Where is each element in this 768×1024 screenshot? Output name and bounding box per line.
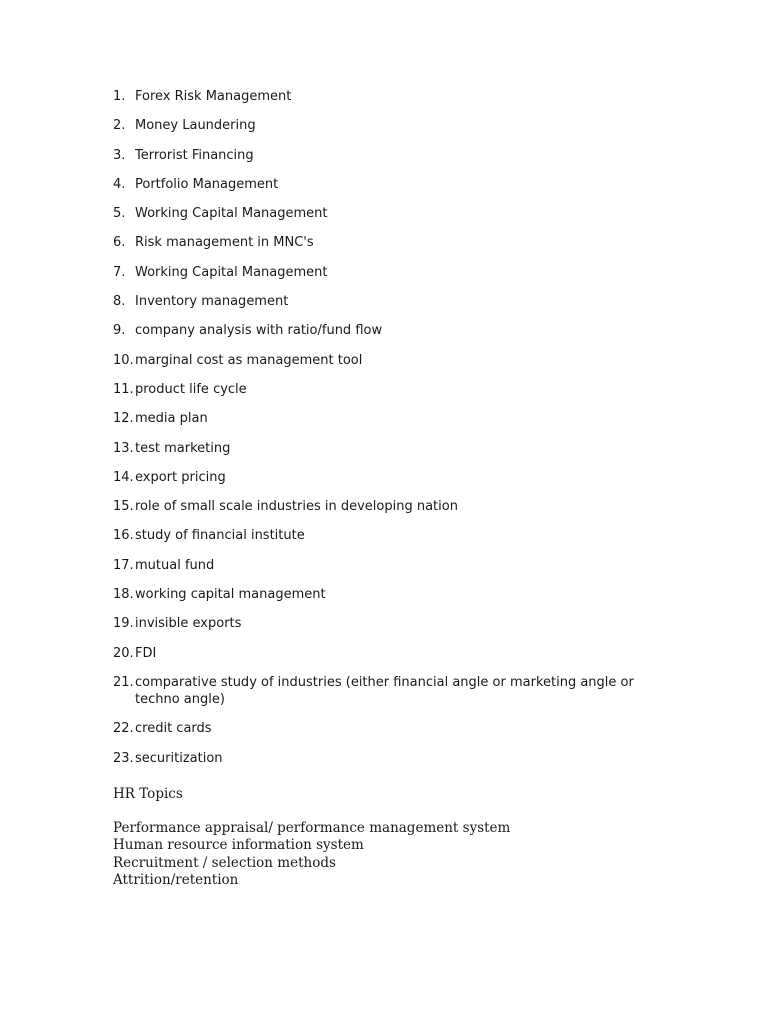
list-item [113,147,673,164]
list-item-number: 13. [113,440,134,456]
list-item-number: 17. [113,557,134,573]
list-item-text: FDI [135,645,157,661]
list-item-text: securitization [135,750,223,766]
list-item-text: credit cards [135,721,212,737]
list-item-number: 7. [113,264,126,280]
list-item-text: Working Capital Management [135,264,328,280]
hr-topic-line: Human resource information system [113,837,364,853]
list-item [113,88,673,105]
hr-topic-line: Recruitment / selection methods [113,854,336,871]
list-item-text: working capital management [135,587,326,603]
list-item [113,586,673,603]
list-item-text: comparative study of industries (either financial angle or marketing angle or techno angle) [135,674,634,707]
list-item-text: export pricing [135,469,226,485]
list-item [113,410,673,427]
list-item-number: 4. [113,176,126,192]
list-item-text: invisible exports [135,616,242,632]
list-item-text: Forex Risk Management [135,89,292,104]
list-item-text: media plan [135,411,208,427]
list-item-number: 6. [113,235,126,251]
list-item-text: marginal cost as management tool [135,352,363,368]
list-item-number: 23. [113,750,134,766]
list-item [113,750,673,767]
list-item-number: 11. [113,381,134,397]
list-item-number: 2. [113,118,126,134]
list-item-text: company analysis with ratio/fund flow [135,323,383,339]
list-item-number: 18. [113,587,134,603]
list-item-number: 20. [113,645,134,661]
list-item-text: product life cycle [135,381,247,397]
list-item-text: role of small scale industries in developing nation [135,499,458,515]
list-item-number: 16. [113,528,134,544]
list-item-text: Portfolio Management [135,176,279,192]
list-item-text: Inventory management [135,294,289,310]
list-item [113,176,673,193]
list-item [113,234,673,251]
list-item-text: Money Laundering [135,118,256,134]
list-item-number: 3. [113,147,126,163]
hr-topics-list [113,820,673,890]
list-item [113,674,673,708]
list-item-text: Terrorist Financing [135,147,254,163]
list-item [113,264,673,281]
list-item [113,469,673,486]
list-item [113,205,673,222]
list-item [113,322,673,339]
list-item-number: 15. [113,499,134,515]
list-item-text: test marketing [135,440,231,456]
list-item-number: 8. [113,294,126,310]
list-item [113,117,673,134]
list-item [113,498,673,515]
list-item-number: 10. [113,352,134,368]
list-item-number: 9. [113,323,126,339]
list-item [113,440,673,457]
list-item [113,293,673,310]
list-item-number: 21. [113,674,134,690]
list-item-number: 5. [113,206,126,222]
list-item-text: Working Capital Management [135,206,328,222]
list-item-text: mutual fund [135,557,215,573]
list-item-number: 12. [113,411,134,427]
hr-topics-heading: HR Topics [113,786,183,802]
list-item [113,352,673,369]
project-topic-list [113,88,673,779]
list-item-number: 14. [113,469,134,485]
list-item-text: Risk management in MNC's [135,235,314,251]
hr-topics-section [113,786,673,890]
list-item [113,615,673,632]
list-item [113,381,673,398]
list-item-number: 1. [113,89,126,104]
hr-topic-line: Performance appraisal/ performance management system [113,819,511,836]
list-item [113,645,673,662]
hr-topic-line: Attrition/retention [113,872,239,888]
list-item [113,557,673,574]
list-item-number: 19. [113,616,134,632]
list-item [113,720,673,737]
list-item-text: study of financial institute [135,528,305,544]
list-item [113,527,673,544]
list-item-number: 22. [113,721,134,737]
